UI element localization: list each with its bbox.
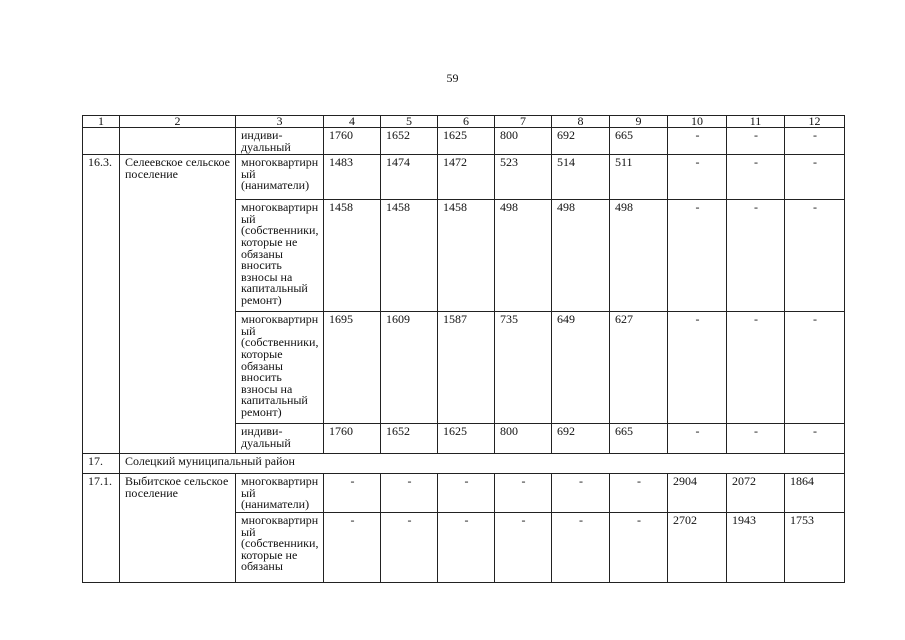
value-cell: 2702 xyxy=(668,512,727,582)
value-cell: 1458 xyxy=(438,200,495,312)
value-cell: 649 xyxy=(552,312,610,424)
value-cell: - xyxy=(785,200,845,312)
housing-type: многоквартирный (собственники, которые обязаны вносить взносы на капитальный ремонт) xyxy=(236,312,324,424)
section-number: 17. xyxy=(83,454,120,474)
value-cell: 514 xyxy=(552,155,610,200)
table-header-row xyxy=(83,116,845,128)
housing-type: многоквартирный (собственники, которые не обязаны вносить взносы на капитальный ремонт) xyxy=(236,200,324,312)
value-cell: 523 xyxy=(495,155,552,200)
value-cell: - xyxy=(668,128,727,155)
housing-type: индиви-дуальный xyxy=(236,424,324,454)
column-header: 2 xyxy=(120,116,236,128)
value-cell: 1472 xyxy=(438,155,495,200)
value-cell: 498 xyxy=(495,200,552,312)
column-header: 5 xyxy=(381,116,438,128)
value-cell: 1760 xyxy=(324,128,381,155)
value-cell: - xyxy=(727,424,785,454)
value-cell: 1943 xyxy=(727,512,785,582)
housing-type: многоквартирный (собственники, которые не обязаны xyxy=(236,512,324,582)
column-header: 12 xyxy=(785,116,845,128)
value-cell: 2072 xyxy=(727,474,785,513)
value-cell: - xyxy=(727,128,785,155)
value-cell: - xyxy=(668,424,727,454)
value-cell: - xyxy=(785,128,845,155)
value-cell: - xyxy=(727,155,785,200)
tariff-table xyxy=(82,115,845,583)
value-cell: - xyxy=(552,512,610,582)
value-cell: - xyxy=(785,155,845,200)
value-cell: 692 xyxy=(552,128,610,155)
housing-type: многоквартирный (наниматели) xyxy=(236,155,324,200)
value-cell: - xyxy=(438,474,495,513)
value-cell: - xyxy=(668,312,727,424)
value-cell: 1760 xyxy=(324,424,381,454)
value-cell: - xyxy=(727,200,785,312)
value-cell: 2904 xyxy=(668,474,727,513)
value-cell: 800 xyxy=(495,424,552,454)
value-cell: 1864 xyxy=(785,474,845,513)
value-cell: 800 xyxy=(495,128,552,155)
row-number: 16.3. xyxy=(83,155,120,454)
value-cell: - xyxy=(324,512,381,582)
row-number xyxy=(83,128,120,155)
section-row xyxy=(83,454,845,474)
value-cell: 498 xyxy=(552,200,610,312)
section-title: Солецкий муниципальный район xyxy=(120,454,845,474)
value-cell: - xyxy=(668,200,727,312)
housing-type: индиви-дуальный xyxy=(236,128,324,155)
settlement-name: Селеевское сельское поселение xyxy=(120,155,236,454)
value-cell: 1652 xyxy=(381,128,438,155)
column-header: 6 xyxy=(438,116,495,128)
value-cell: 665 xyxy=(610,424,668,454)
value-cell: - xyxy=(785,312,845,424)
value-cell: - xyxy=(381,512,438,582)
value-cell: 627 xyxy=(610,312,668,424)
value-cell: - xyxy=(610,474,668,513)
column-header: 11 xyxy=(727,116,785,128)
table-row xyxy=(83,155,845,200)
value-cell: 692 xyxy=(552,424,610,454)
column-header: 10 xyxy=(668,116,727,128)
value-cell: - xyxy=(495,474,552,513)
value-cell: - xyxy=(495,512,552,582)
column-header: 8 xyxy=(552,116,610,128)
value-cell: - xyxy=(438,512,495,582)
value-cell: - xyxy=(381,474,438,513)
page-number: 59 xyxy=(446,71,459,85)
value-cell: - xyxy=(324,474,381,513)
value-cell: 1625 xyxy=(438,128,495,155)
value-cell: 1753 xyxy=(785,512,845,582)
table-row xyxy=(83,128,845,155)
housing-type: многоквартирный (наниматели) xyxy=(236,474,324,513)
row-number: 17.1. xyxy=(83,474,120,583)
settlement-name: Выбитское сельское поселение xyxy=(120,474,236,583)
value-cell: - xyxy=(785,424,845,454)
column-header: 7 xyxy=(495,116,552,128)
value-cell: - xyxy=(552,474,610,513)
column-header: 4 xyxy=(324,116,381,128)
value-cell: 1609 xyxy=(381,312,438,424)
value-cell: 1474 xyxy=(381,155,438,200)
value-cell: 1625 xyxy=(438,424,495,454)
value-cell: 1652 xyxy=(381,424,438,454)
value-cell: 1695 xyxy=(324,312,381,424)
value-cell: 665 xyxy=(610,128,668,155)
value-cell: 511 xyxy=(610,155,668,200)
value-cell: 735 xyxy=(495,312,552,424)
value-cell: - xyxy=(727,312,785,424)
value-cell: 1587 xyxy=(438,312,495,424)
value-cell: - xyxy=(610,512,668,582)
value-cell: 1483 xyxy=(324,155,381,200)
column-header: 9 xyxy=(610,116,668,128)
column-header: 1 xyxy=(83,116,120,128)
value-cell: - xyxy=(668,155,727,200)
table-row xyxy=(83,474,845,513)
value-cell: 498 xyxy=(610,200,668,312)
column-header: 3 xyxy=(236,116,324,128)
value-cell: 1458 xyxy=(381,200,438,312)
settlement-name xyxy=(120,128,236,155)
value-cell: 1458 xyxy=(324,200,381,312)
